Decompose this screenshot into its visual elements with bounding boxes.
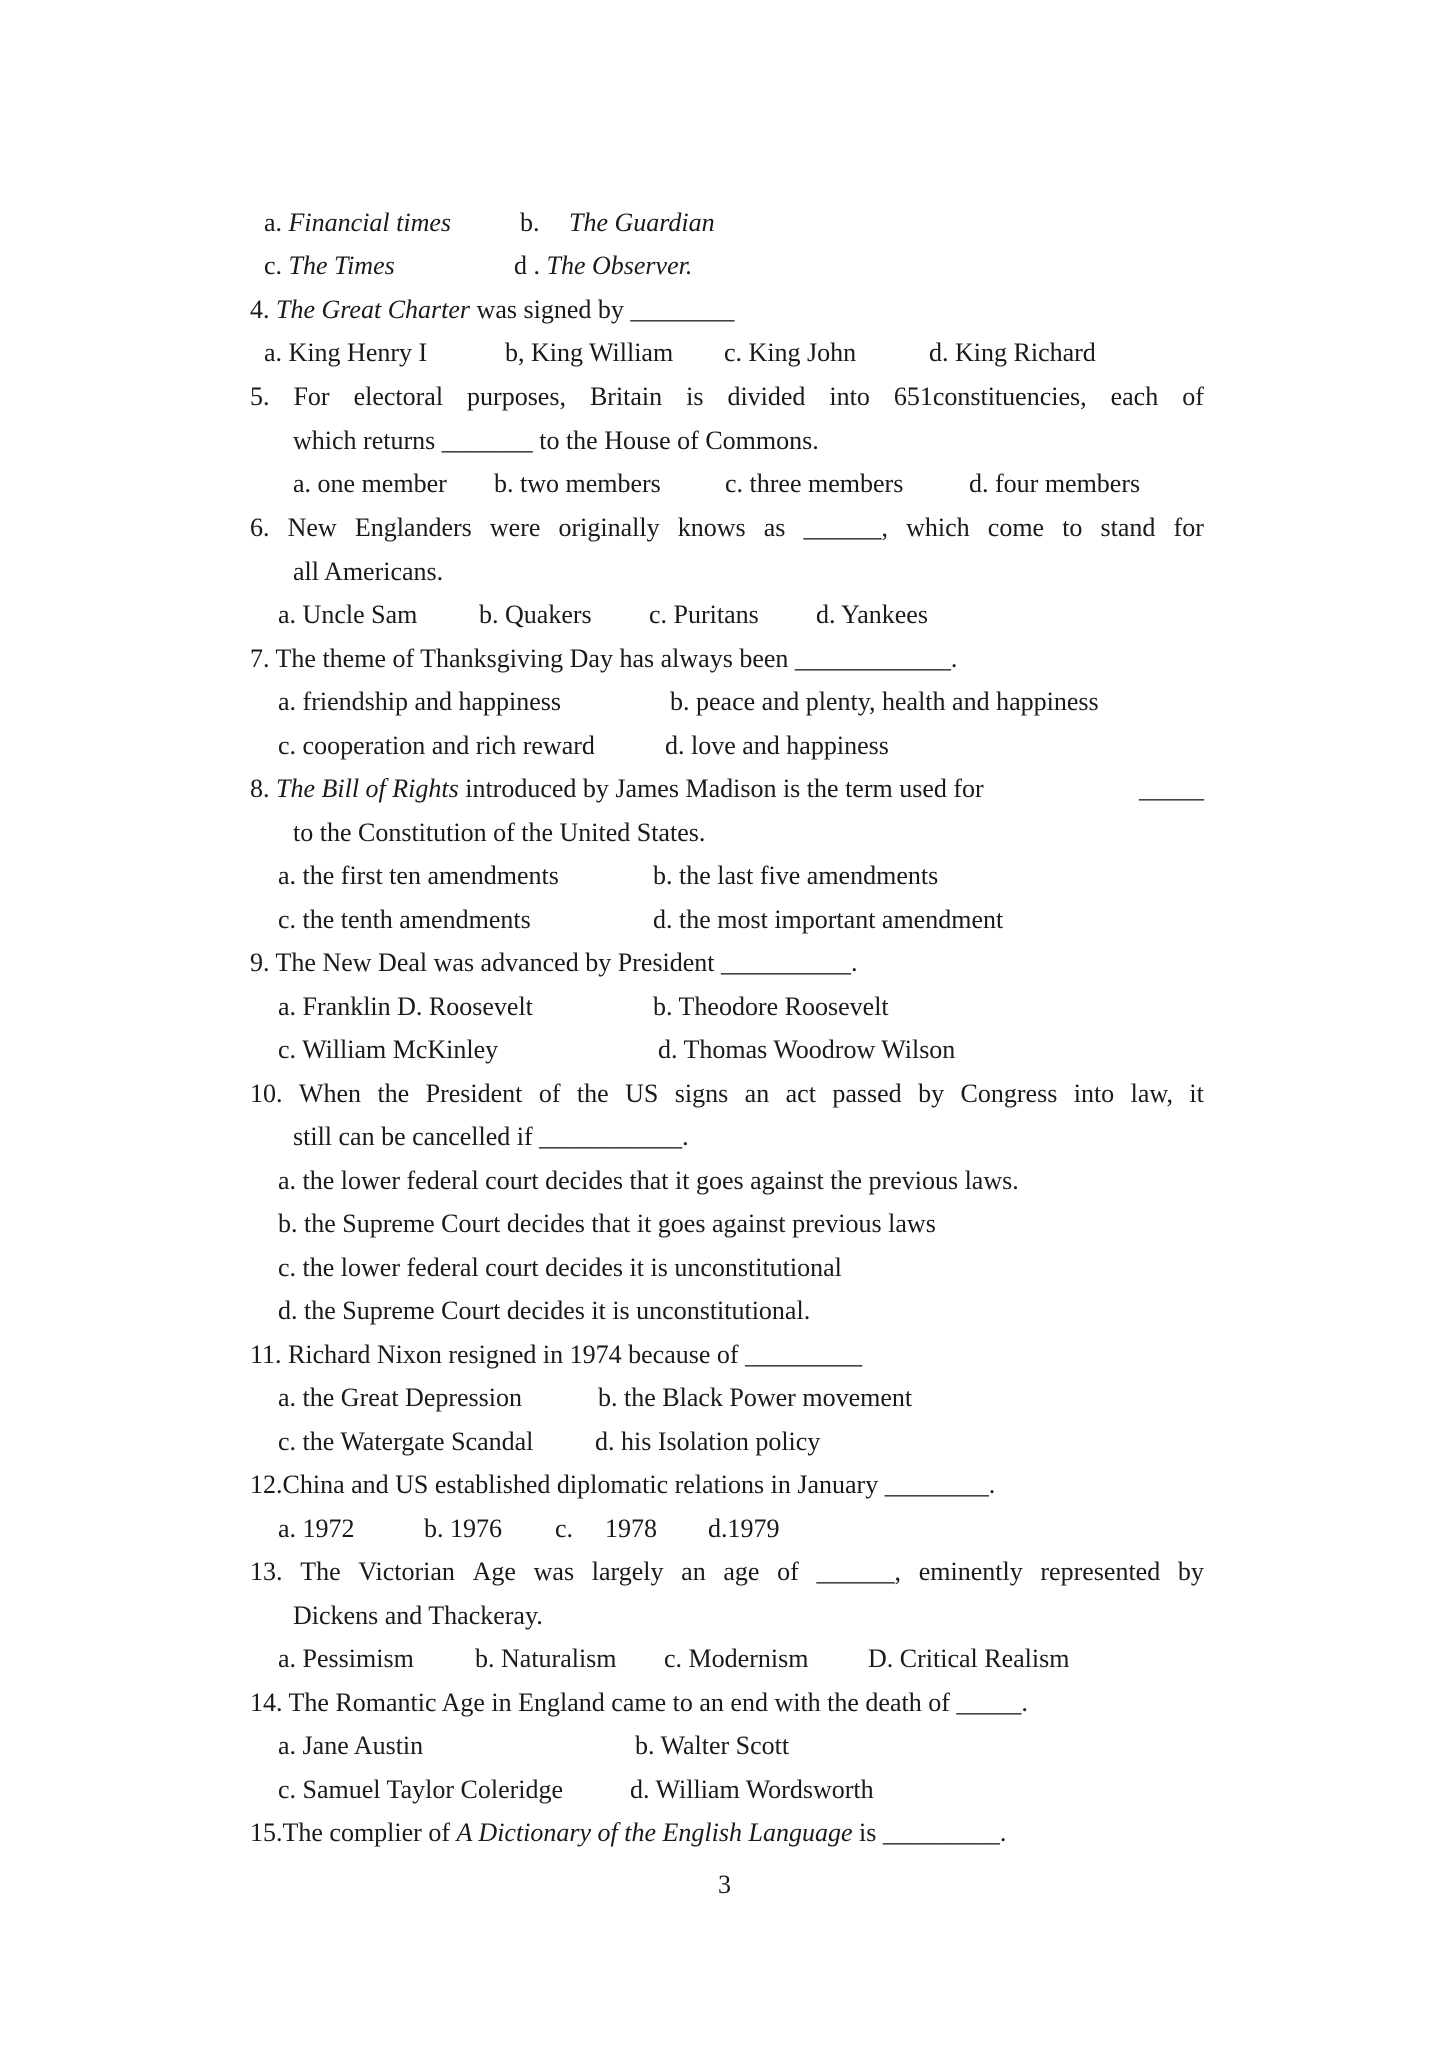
q13-option-c: c. Modernism [664,1644,809,1673]
q3-option-a [264,206,451,240]
q10-word: an [744,1079,770,1108]
q6-option-c: c. Puritans [649,600,759,629]
q6-word: for [1173,513,1204,542]
q10-stem-line-2: still can be cancelled if ___________. [293,1122,689,1151]
q5-stem-line-2: which returns _______ to the House of Commons. [293,426,819,455]
q10-word: signs [674,1079,729,1108]
q11-option-a: a. the Great Depression [278,1383,523,1412]
q9-option-a: a. Franklin D. Roosevelt [278,992,533,1021]
q8-blank: _____ [1139,774,1204,803]
q10-word: law, [1130,1079,1173,1108]
q3-option-c [264,249,395,283]
q5-word: 651constituencies, [893,382,1087,411]
q10-option-a: a. the lower federal court decides that it goes against the previous laws. [278,1166,1019,1195]
q13-word: eminently [918,1557,1023,1586]
q6-word: ______, [803,513,889,542]
q9-option-c: c. William McKinley [278,1035,499,1064]
q10-option-b: b. the Supreme Court decides that it goes against previous laws [278,1209,936,1238]
q13-option-a: a. Pessimism [278,1644,414,1673]
q5-word: divided [727,382,806,411]
q5-stem-line-1 [250,380,1204,414]
q6-word: come [987,513,1045,542]
q4-option-b: b, King William [505,338,674,367]
q13-option-d: D. Critical Realism [868,1644,1070,1673]
q6-word: 6. [250,513,270,542]
q10-word: it [1189,1079,1204,1108]
q13-word: was [533,1557,575,1586]
q8-stem [250,772,984,806]
q10-word: by [918,1079,945,1108]
q11-stem: 11. Richard Nixon resigned in 1974 because of _________ [250,1340,863,1369]
q13-word: 13. [250,1557,283,1586]
q6-word: stand [1100,513,1156,542]
q6-word: Englanders [354,513,472,542]
q6-option-d: d. Yankees [816,600,928,629]
q12-option-a: a. 1972 [278,1514,355,1543]
q13-stem-line-2: Dickens and Thackeray. [293,1601,543,1630]
q14-option-b: b. Walter Scott [635,1731,790,1760]
q8-stem-rest: introduced by James Madison is the term used for [458,774,984,803]
q10-stem-line-1 [250,1077,1204,1111]
q12-option-c-letter: c. [555,1514,574,1543]
q6-word: New [287,513,337,542]
q5-word: is [686,382,704,411]
q3-option-a-letter: a. [264,208,289,237]
q4-option-c: c. King John [724,338,857,367]
q10-word: 10. [250,1079,283,1108]
q14-stem: 14. The Romantic Age in England came to an end with the death of _____. [250,1688,1028,1717]
q13-stem-line-1 [250,1555,1204,1589]
q10-word: When [298,1079,362,1108]
q5-word: into [829,382,870,411]
q15-stem-title: A Dictionary of the English Language [456,1818,853,1847]
q3-option-d-text: The Observer. [546,251,693,280]
q6-word: knows [677,513,746,542]
q5-word: Britain [589,382,663,411]
q15-number: 15.The complier of [250,1818,457,1847]
q10-word: Congress [960,1079,1058,1108]
q7-option-c: c. cooperation and rich reward [278,731,595,760]
q5-option-c: c. three members [725,469,904,498]
q3-option-c-letter: c. [264,251,289,280]
q7-option-b: b. peace and plenty, health and happiness [670,687,1099,716]
q3-option-c-text: The Times [288,251,395,280]
q3-option-b-letter: b. [520,208,540,237]
q4-stem-rest: was signed by ________ [470,295,735,324]
q13-word: Age [472,1557,516,1586]
q12-option-d: d.1979 [708,1514,780,1543]
q13-word: Victorian [358,1557,455,1586]
q13-option-b: b. Naturalism [475,1644,617,1673]
q14-option-d: d. William Wordsworth [630,1775,874,1804]
q3-option-d [514,249,692,283]
q13-word: ______, [816,1557,902,1586]
q13-word: an [681,1557,706,1586]
q5-word: For [293,382,330,411]
q12-option-b: b. 1976 [424,1514,502,1543]
q6-word: to [1062,513,1083,542]
q10-option-d: d. the Supreme Court decides it is unconstitutional. [278,1296,811,1325]
q3-option-b-text: The Guardian [569,208,715,237]
q6-stem-line-1 [250,511,1204,545]
q4-stem-title: The Great Charter [276,295,471,324]
q13-word: by [1177,1557,1204,1586]
q13-word: The [300,1557,341,1586]
q6-stem-line-2: all Americans. [293,557,444,586]
q12-stem: 12.China and US established diplomatic relations in January ________. [250,1470,996,1499]
q7-stem: 7. The theme of Thanksgiving Day has always been ____________. [250,644,958,673]
q4-stem [250,293,734,327]
q5-word: each [1110,382,1159,411]
q4-option-a: a. King Henry I [264,338,428,367]
q10-option-c: c. the lower federal court decides it is unconstitutional [278,1253,842,1282]
page-number: 3 [718,1870,731,1899]
q10-word: the [576,1079,609,1108]
q11-option-c: c. the Watergate Scandal [278,1427,534,1456]
q8-option-b: b. the last five amendments [653,861,939,890]
q8-option-d: d. the most important amendment [653,905,1004,934]
q5-option-a: a. one member [293,469,447,498]
q6-option-b: b. Quakers [479,600,592,629]
q3-option-a-text: Financial times [288,208,452,237]
q5-option-b: b. two members [494,469,661,498]
q8-stem-title: The Bill of Rights [276,774,459,803]
q11-option-b: b. the Black Power movement [598,1383,913,1412]
q5-word: purposes, [467,382,566,411]
q10-word: the [377,1079,410,1108]
q5-option-d: d. four members [969,469,1141,498]
q10-word: passed [832,1079,902,1108]
q5-word: 5. [250,382,270,411]
q5-word: of [1182,382,1204,411]
q3-option-d-letter: d . [514,251,547,280]
q9-option-d: d. Thomas Woodrow Wilson [658,1035,956,1064]
q6-word: were [489,513,541,542]
q11-option-d: d. his Isolation policy [595,1427,821,1456]
q15-stem-rest: is _________. [852,1818,1007,1847]
q6-word: which [906,513,970,542]
q13-word: age [723,1557,760,1586]
q14-option-a: a. Jane Austin [278,1731,424,1760]
q15-stem [250,1816,1006,1850]
q12-option-c-value: 1978 [605,1514,657,1543]
q9-option-b: b. Theodore Roosevelt [653,992,889,1021]
q13-word: represented [1040,1557,1161,1586]
q13-word: largely [591,1557,664,1586]
q8-number: 8. [250,774,276,803]
q6-word: as [763,513,786,542]
q4-option-d: d. King Richard [929,338,1096,367]
q8-option-a: a. the first ten amendments [278,861,559,890]
q10-word: President [425,1079,523,1108]
q9-stem: 9. The New Deal was advanced by President __________. [250,948,858,977]
q10-word: of [538,1079,561,1108]
q10-word: into [1073,1079,1115,1108]
q10-word: act [785,1079,816,1108]
q4-number: 4. [250,295,276,324]
q6-word: originally [558,513,660,542]
q7-option-a: a. friendship and happiness [278,687,562,716]
q7-option-d: d. love and happiness [665,731,889,760]
q8-option-c: c. the tenth amendments [278,905,531,934]
q6-option-a: a. Uncle Sam [278,600,418,629]
q10-word: US [625,1079,659,1108]
q8-stem-line-2: to the Constitution of the United States. [293,818,706,847]
q5-word: electoral [353,382,444,411]
q14-option-c: c. Samuel Taylor Coleridge [278,1775,564,1804]
q13-word: of [777,1557,799,1586]
